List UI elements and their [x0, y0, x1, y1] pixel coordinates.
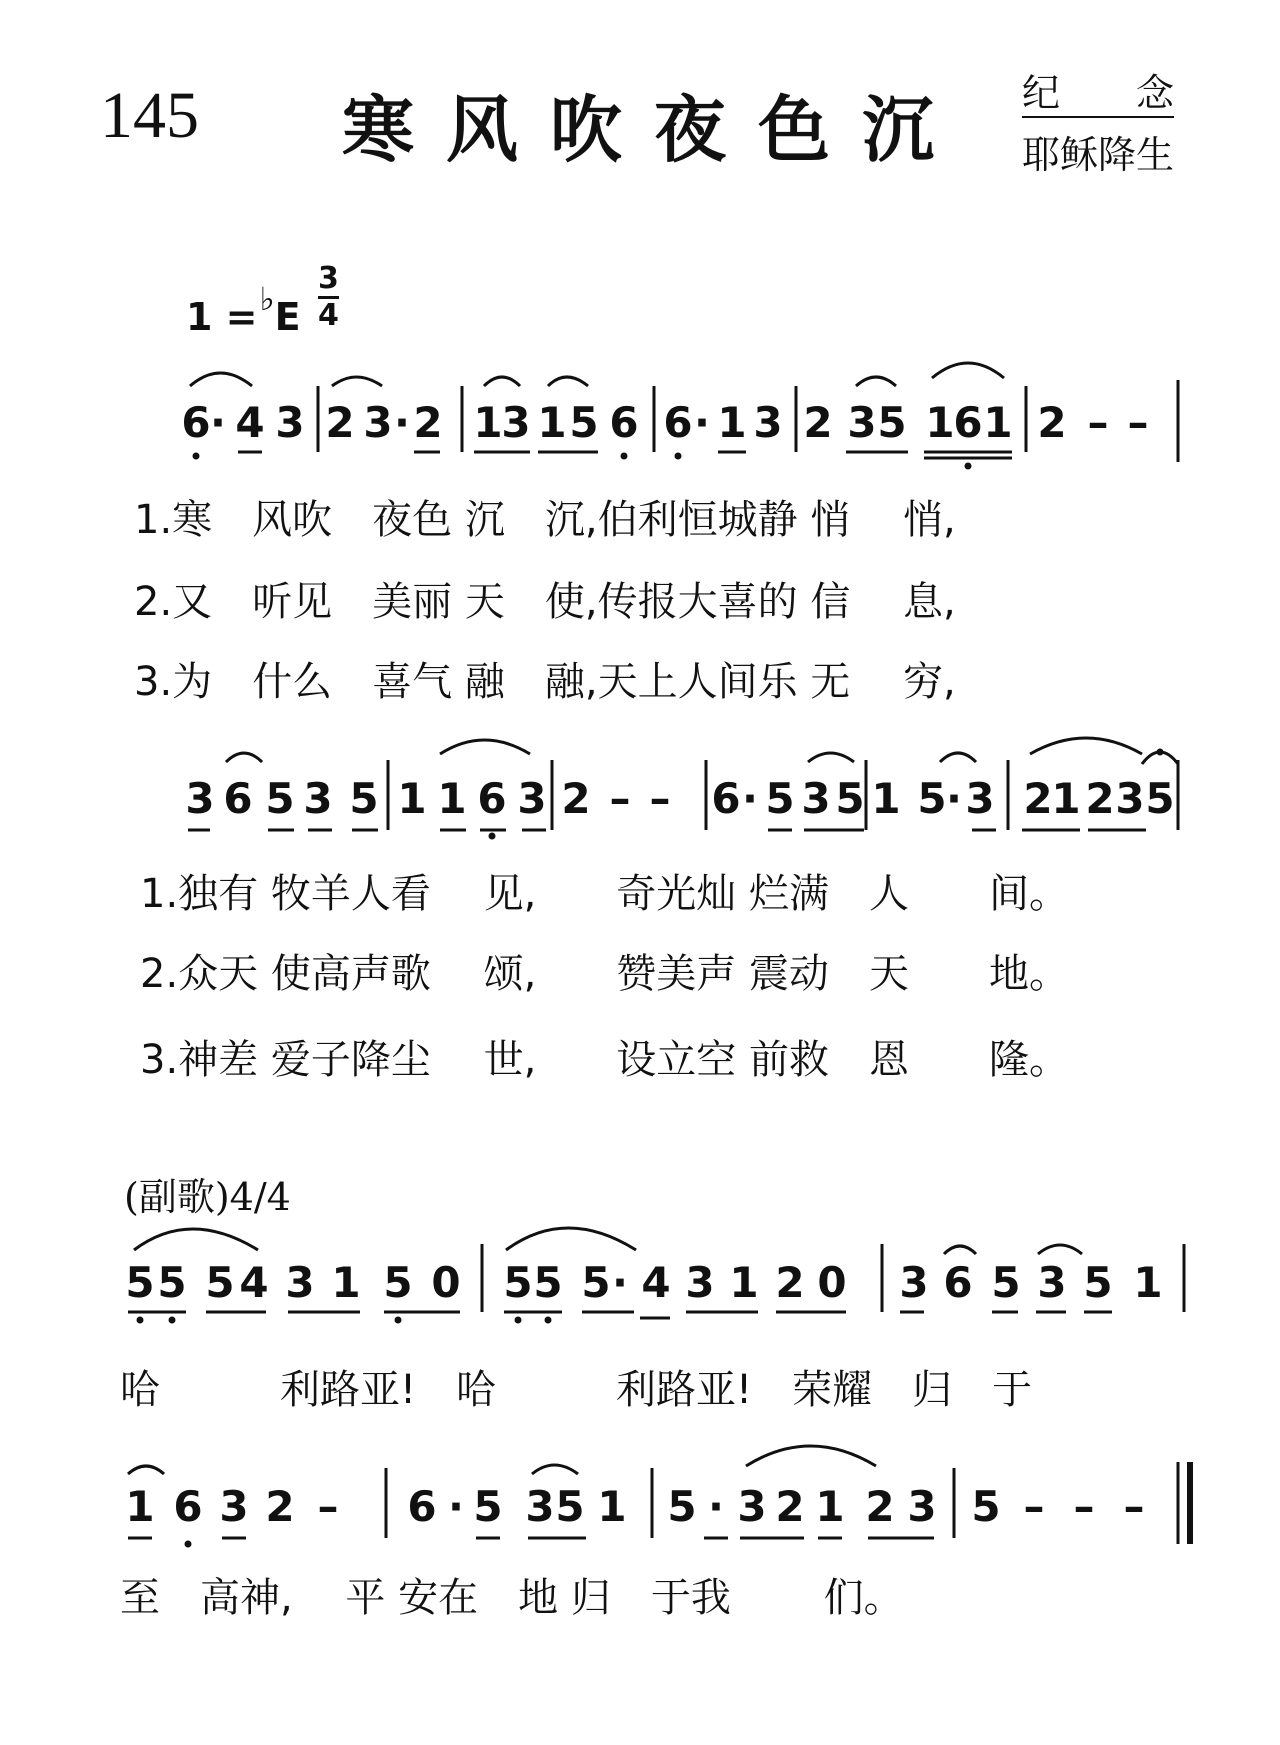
note-glyph: 3: [525, 1482, 555, 1531]
slur: [226, 753, 262, 762]
note-glyph: 3: [285, 1258, 315, 1307]
note-glyph: 5: [473, 1482, 503, 1531]
slur: [1038, 1245, 1082, 1254]
note-glyph: 0: [817, 1258, 847, 1307]
slur: [1030, 738, 1142, 754]
note-glyph: 4: [235, 398, 265, 447]
note-glyph: 3: [363, 398, 393, 447]
note-glyph: 3: [899, 1258, 929, 1307]
note-glyph: 1: [983, 398, 1013, 447]
octave-dot: [965, 463, 972, 470]
note-glyph: 6: [711, 774, 741, 823]
note-glyph: 2: [1037, 398, 1067, 447]
slur: [548, 377, 588, 386]
note-glyph: 1: [125, 1482, 155, 1531]
note-glyph: 6: [953, 398, 983, 447]
octave-dot: [489, 833, 496, 840]
slur: [134, 1229, 258, 1250]
slur: [944, 1246, 976, 1254]
note-glyph: 1: [473, 398, 503, 447]
note-glyph: 1: [1133, 1258, 1163, 1307]
slur: [808, 753, 854, 762]
note-glyph: 0: [431, 1258, 461, 1307]
note-glyph: 3: [801, 774, 831, 823]
note-glyph: 3: [185, 774, 215, 823]
note-glyph: 3: [1115, 774, 1145, 823]
lyric-line-2-verse-2: 2.众天 使高声歌 颂, 赞美声 震动 天 地。: [140, 951, 1070, 997]
key-letter: E: [274, 295, 301, 339]
note-glyph: 2: [265, 1482, 295, 1531]
note-glyph: 5: [835, 774, 865, 823]
note-glyph: ·: [448, 1482, 464, 1531]
note-glyph: ·: [946, 774, 962, 823]
note-glyph: 3: [303, 774, 333, 823]
chorus-label: (副歌)4/4: [124, 1175, 291, 1219]
note-glyph: 2: [325, 398, 355, 447]
note-glyph: ·: [394, 398, 410, 447]
note-glyph: 1: [871, 774, 901, 823]
slur: [332, 377, 382, 386]
note-glyph: ·: [612, 1258, 628, 1307]
octave-dot: [1157, 749, 1164, 756]
note-glyph: 3: [1037, 1258, 1067, 1307]
note-glyph: 2: [561, 774, 591, 823]
hymn-title: 寒风吹夜色沉: [342, 88, 967, 172]
lyric-line-chorus-1: 哈 利路亚! 哈 利路亚! 荣耀 归 于: [120, 1367, 1033, 1413]
slur: [190, 373, 252, 386]
octave-dot: [185, 1541, 192, 1548]
note-glyph: 5: [1145, 774, 1175, 823]
note-glyph: 1: [437, 774, 467, 823]
slur: [440, 740, 530, 754]
flat-icon: ♭: [259, 280, 275, 318]
note-glyph: 5: [581, 1258, 611, 1307]
note-glyph: 3: [847, 398, 877, 447]
note-glyph: 3: [275, 398, 305, 447]
note-glyph: –: [649, 774, 671, 823]
note-glyph: 1: [331, 1258, 361, 1307]
note-glyph: 5: [555, 1482, 585, 1531]
note-glyph: 5: [157, 1258, 187, 1307]
note-glyph: 3: [907, 1482, 937, 1531]
occasion-label: 纪念: [1022, 70, 1174, 118]
note-glyph: 5: [667, 1482, 697, 1531]
note-glyph: 5: [533, 1258, 563, 1307]
note-glyph: 1: [925, 398, 955, 447]
note-glyph: 6: [223, 774, 253, 823]
note-glyph: 1: [815, 1482, 845, 1531]
note-glyph: 5: [917, 774, 947, 823]
note-glyph: 5: [765, 774, 795, 823]
note-glyph: 2: [413, 398, 443, 447]
hymn-number: 145: [100, 79, 199, 152]
note-glyph: 6: [943, 1258, 973, 1307]
note-glyph: 3: [965, 774, 995, 823]
octave-dot: [621, 453, 628, 460]
note-glyph: 6: [663, 398, 693, 447]
lyric-line-1-verse-3: 3.为 什么 喜气 融 融,天上人间乐 无 穷,: [134, 659, 956, 705]
note-glyph: 3: [501, 398, 531, 447]
note-glyph: 6: [173, 1482, 203, 1531]
note-glyph: ·: [210, 398, 226, 447]
note-glyph: 3: [685, 1258, 715, 1307]
slur: [746, 1446, 876, 1466]
note-glyph: 5: [569, 398, 599, 447]
octave-dot: [137, 1317, 144, 1324]
note-glyph: 1: [1051, 774, 1081, 823]
note-glyph: 5: [877, 398, 907, 447]
note-glyph: 5: [991, 1258, 1021, 1307]
lyric-line-2-verse-1: 1.独有 牧羊人看 见, 奇光灿 烂满 人 间。: [140, 871, 1070, 917]
note-glyph: 1: [717, 398, 747, 447]
note-glyph: 5: [125, 1258, 155, 1307]
octave-dot: [395, 1317, 402, 1324]
note-glyph: 2: [775, 1482, 805, 1531]
lyric-line-1-verse-2: 2.又 听见 美丽 天 使,传报大喜的 信 息,: [134, 579, 956, 625]
note-glyph: 1: [397, 774, 427, 823]
note-glyph: 2: [775, 1258, 805, 1307]
octave-dot: [675, 453, 682, 460]
note-glyph: –: [317, 1482, 339, 1531]
note-glyph: 6: [181, 398, 211, 447]
slur: [940, 753, 976, 762]
note-glyph: 6: [407, 1482, 437, 1531]
note-glyph: 5: [1083, 1258, 1113, 1307]
octave-dot: [515, 1317, 522, 1324]
note-glyph: 6: [477, 774, 507, 823]
note-glyph: ·: [708, 1482, 724, 1531]
note-glyph: 5: [971, 1482, 1001, 1531]
note-glyph: 3: [219, 1482, 249, 1531]
note-glyph: 3: [517, 774, 547, 823]
lyric-line-chorus-2: 至 高神, 平 安在 地 归 于我 们。: [120, 1575, 904, 1621]
note-glyph: 3: [737, 1482, 767, 1531]
note-glyph: 4: [239, 1258, 269, 1307]
lyric-line-1-verse-1: 1.寒 风吹 夜色 沉 沉,伯利恒城静 悄 悄,: [134, 497, 956, 543]
slur: [856, 377, 896, 386]
note-glyph: 4: [641, 1258, 671, 1307]
time-sig-top: 3: [318, 261, 339, 296]
octave-dot: [193, 453, 200, 460]
note-glyph: 3: [753, 398, 783, 447]
note-glyph: 2: [865, 1482, 895, 1531]
note-glyph: 2: [1085, 774, 1115, 823]
note-glyph: 6: [609, 398, 639, 447]
note-glyph: –: [1073, 1482, 1095, 1531]
note-glyph: 5: [383, 1258, 413, 1307]
note-glyph: –: [1087, 398, 1109, 447]
octave-dot: [169, 1317, 176, 1324]
slur: [532, 1465, 578, 1474]
note-glyph: ·: [694, 398, 710, 447]
note-glyph: 2: [803, 398, 833, 447]
octave-dot: [545, 1317, 552, 1324]
note-glyph: 2: [1023, 774, 1053, 823]
slur: [484, 377, 520, 386]
lyric-line-2-verse-3: 3.神差 爱子降尘 世, 设立空 前救 恩 隆。: [140, 1037, 1070, 1083]
slur: [506, 1228, 636, 1250]
key-label: 1 =: [186, 295, 258, 339]
note-glyph: –: [1023, 1482, 1045, 1531]
slur: [932, 363, 1004, 378]
note-glyph: ·: [742, 774, 758, 823]
note-glyph: 5: [205, 1258, 235, 1307]
note-glyph: 5: [265, 774, 295, 823]
occasion-subtitle: 耶稣降生: [1022, 133, 1175, 177]
note-glyph: 1: [597, 1482, 627, 1531]
note-glyph: 1: [729, 1258, 759, 1307]
note-glyph: 5: [503, 1258, 533, 1307]
note-glyph: –: [609, 774, 631, 823]
slur: [128, 1466, 164, 1474]
time-sig-bottom: 4: [318, 298, 339, 333]
note-glyph: –: [1123, 1482, 1145, 1531]
note-glyph: –: [1127, 398, 1149, 447]
note-glyph: 1: [537, 398, 567, 447]
note-glyph: 5: [349, 774, 379, 823]
